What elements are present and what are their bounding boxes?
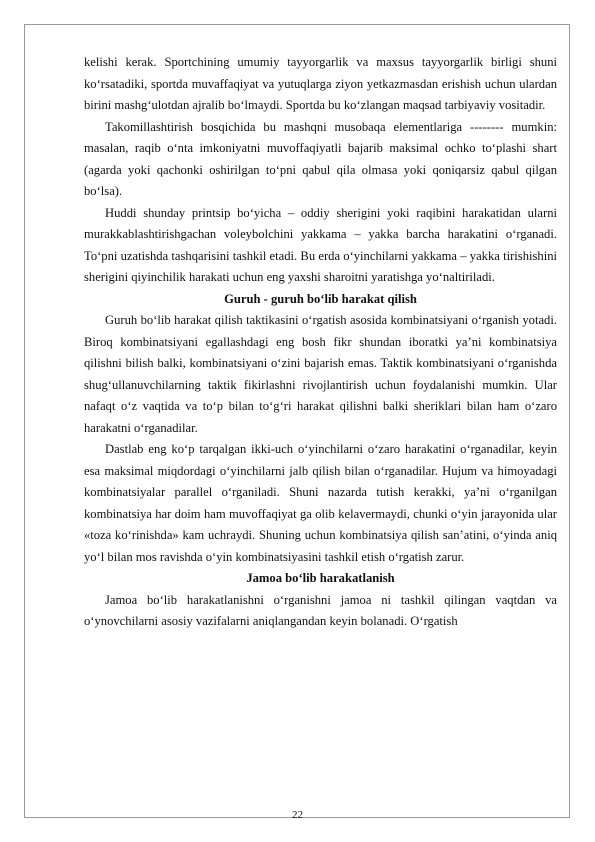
paragraph-3: Huddi shunday printsip bo‘yicha – oddiy sherigini yoki raqibini harakatidan ularni murakkablashtirishgachan voleybolchini yakkama – yakka barcha harakatini o‘rganadi. To‘pni uzatishda tashqarisini tashkil etadi. Bu erda o‘yinchilarni yakkama – yakka tirishishini sherigini qiyinchilik harakati uchun eng yaxshi sharoitni yaratishga yo‘naltiriladi. <box>84 205 557 284</box>
paragraph-5: Dastlab eng ko‘p tarqalgan ikki-uch o‘yinchilarni o‘zaro harakatini o‘rganadilar, keyin esa maksimal miqdordagi o‘yinchilarni jalb qilish bilan o‘rganadilar. Hujum va himoyadagi kombinatsiyalar parallel o‘rganiladi. Shuni nazarda tutish kerakki, ya’ni o‘rganilgan kombinatsiya har doim ham muvoffaqiyat ga olib kelavermaydi, chunki o‘yin jarayonida ular «toza ko‘rinishda» kam uchraydi. Shuning uchun kombinatsiya qilish san’atini, o‘yinda aniq yo‘l bilan mos ravishda o‘yin kombinatsiyasini tashkil etish o‘rgatish zarur. <box>84 442 557 564</box>
heading-team-action: Jamoa bo‘lib harakatlanish <box>246 571 395 585</box>
paragraph-6: Jamoa bo‘lib harakatlanishni o‘rganishni jamoa ni tashkil qilingan vaqtdan va o‘ynovchilarni asosiy vazifalarni aniqlangandan keyin bolanadi. O‘rgatish <box>84 592 557 628</box>
page-number: 22 <box>292 809 303 821</box>
paragraph-1: kelishi kerak. Sportchining umumiy tayyorgarlik va maxsus tayyorgarlik birligi shuni ko‘rsatadiki, sportda muvaffaqiyat va yutuqlarga ziyon yetkazmasdan erishish uchun ulardan birini mashg‘ulotdan ajralib bo‘lmaydi. Sportda bu ko‘zlangan maqsad tarbiyaviy vositadir. <box>84 55 557 112</box>
paragraph-4: Guruh bo‘lib harakat qilish taktikasini o‘rgatish asosida kombinatsiyani o‘rganish yotadi. Biroq kombinatsiyani egallashdagi eng bosh fikr shundan iboratki ya’ni kombinatsiya qilishni bilish balki, kombinatsiyani o‘zini bajarish emas. Taktik kombinatsiyani o‘rganishda shug‘ullanuvchilarning taktik fikirlashni rivojlantirish uchun foydalanishi mumkin. Ular nafaqt o‘z vaqtida va to‘p bilan to‘g‘ri harakat qilishni balki sheriklari bilan ham o‘zaro harakatni o‘rganadilar. <box>84 313 557 435</box>
heading-group-action: Guruh - guruh bo‘lib harakat qilish <box>224 291 417 306</box>
document-body <box>84 52 557 633</box>
paragraph-2: Takomillashtirish bosqichida bu mashqni musobaqa elementlariga -------- mumkin: masalan, raqib o‘nta imkoniyatni muvoffaqiyatli bajarib maksimal ochko to‘plashi shart (agarda yoki qachonki oshirilgan to‘pni qabul qila olmasa yoki qoniqarsiz qabul qilgan bo‘lsa). <box>84 119 557 198</box>
